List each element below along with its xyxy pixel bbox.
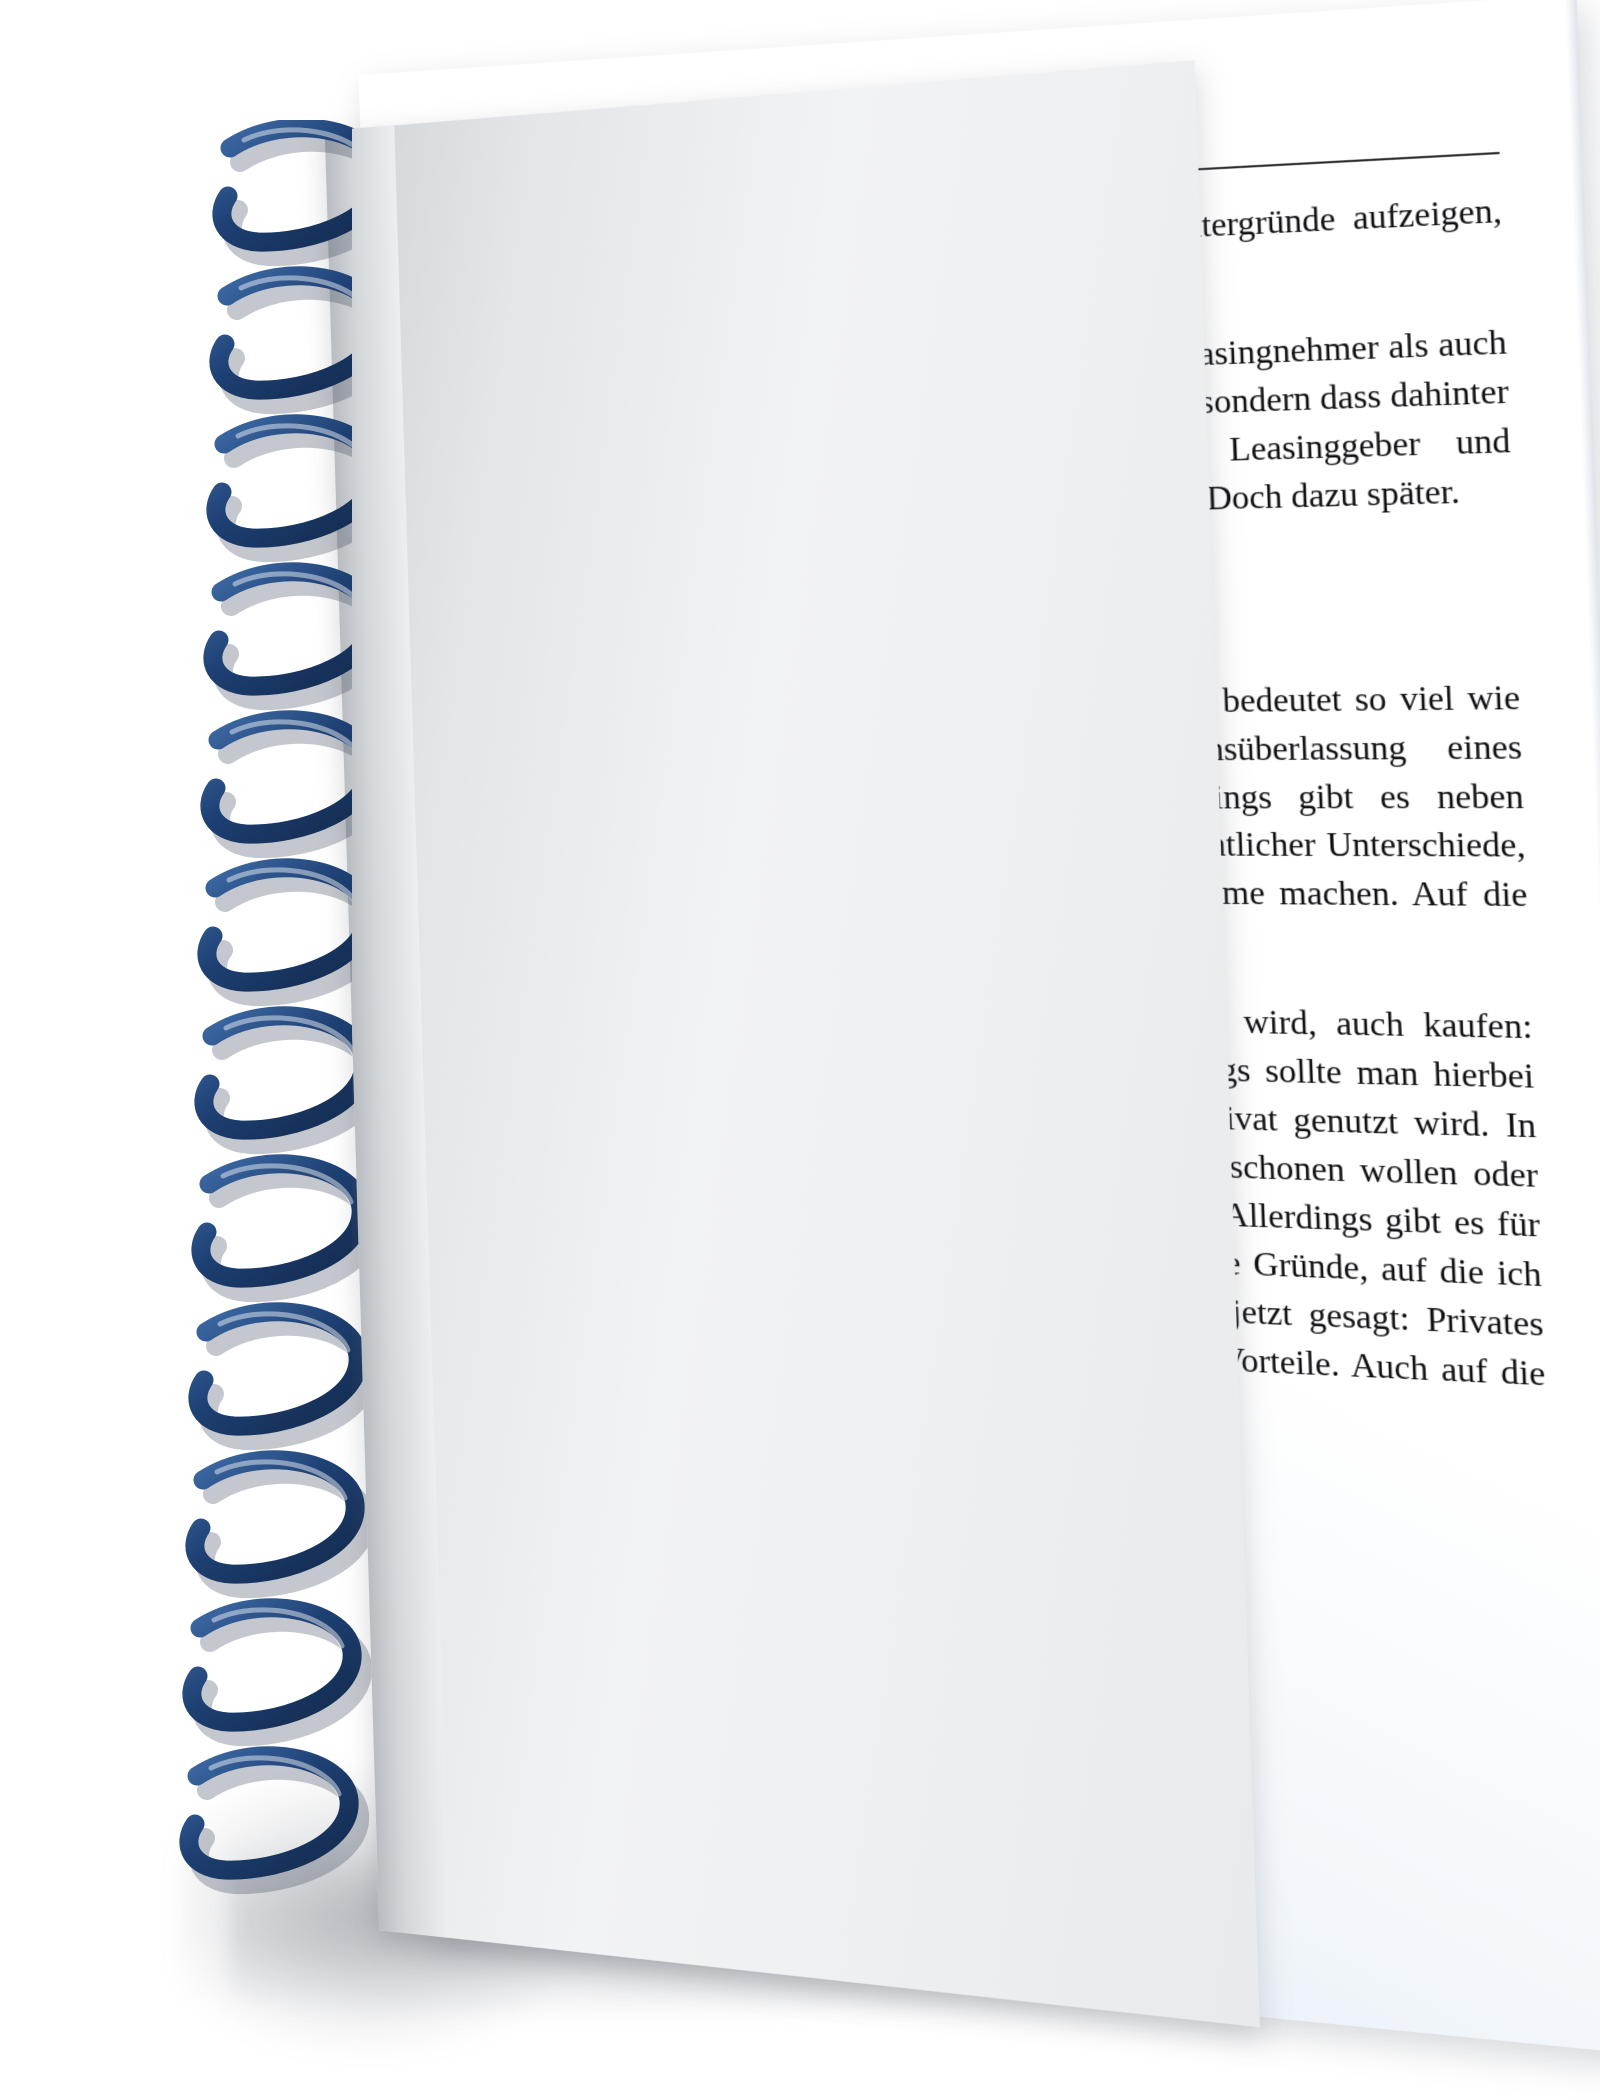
paragraph-definition: Der Begriff „Leasing“ kommt aus dem Englischen und bedeutet so viel wie mieten oder vermieten, ist also die Gebrauchsüberlassung eines Wirtschaftsguts auf Zeit gegen ein Entgelt. Allerdings gibt es neben Gemeinsamkeiten mit der Miete eine ganze Reihe wesentlicher Unterschiede, die Leasing häufig zur optimalen Lösung vieler Probleme machen. Auf die Unterschiede will ich gleich eingehen. (463, 677, 1529, 958)
paragraph-intro: inzwischen geleast werden können und Ihnen die Hintergründe aufzeigen, weshalb dies so ist. (448, 191, 1503, 326)
spiral-coil (189, 1156, 379, 1274)
section-heading: Was ist Leasing? (460, 576, 910, 646)
back-cover (325, 60, 1260, 2027)
spiral-coil (180, 1600, 370, 1718)
page-number: 6 (990, 1796, 1009, 1833)
paragraph-motivation: Natürlich können Sie sich vorstellen, dass sowohl der Leasingnehmer als auch der Leasinggeber dies nicht aus karitativen Gründen tun, sondern dass dahinter eine ganz kühle Kalkulation steht, die beiden, Leasinggeber und Leasingnehmer, handfeste wirtschaftliche Vorteile bietet. Doch dazu später. (452, 322, 1512, 536)
spiral-coil (183, 1452, 373, 1570)
spiral-coil (177, 1748, 367, 1866)
paragraph-comparison: Natürlich könnte man ein Wirtschaftsgut, das geleast wird, auch kaufen: entweder per Barzahlung oder per Ratenkauf. Allerdings sollte man hierbei unterscheiden, ob das geleaste Gut betrieblich oder privat genutzt wird. In beiden Fällen dient Leasing denen, die ihre Barmittel schonen wollen oder gerade einen Liquiditätsengpass zu überwinden haben. Allerdings gibt es für den betrieblichen Einsatz des Leasing auch weitere gute Gründe, auf die ich später noch eingehen werde. Doch so viel sei schon jetzt gesagt: Privates Leasing bringt dem Leasingnehmer keine finanziellen Vorteile. Auch auf die Gründe dafür werde ich noch zu sprechen kommen. (473, 991, 1546, 1423)
running-head: So profitieren Sie vom Leasing (445, 140, 884, 195)
spiral-coil (186, 1304, 376, 1422)
